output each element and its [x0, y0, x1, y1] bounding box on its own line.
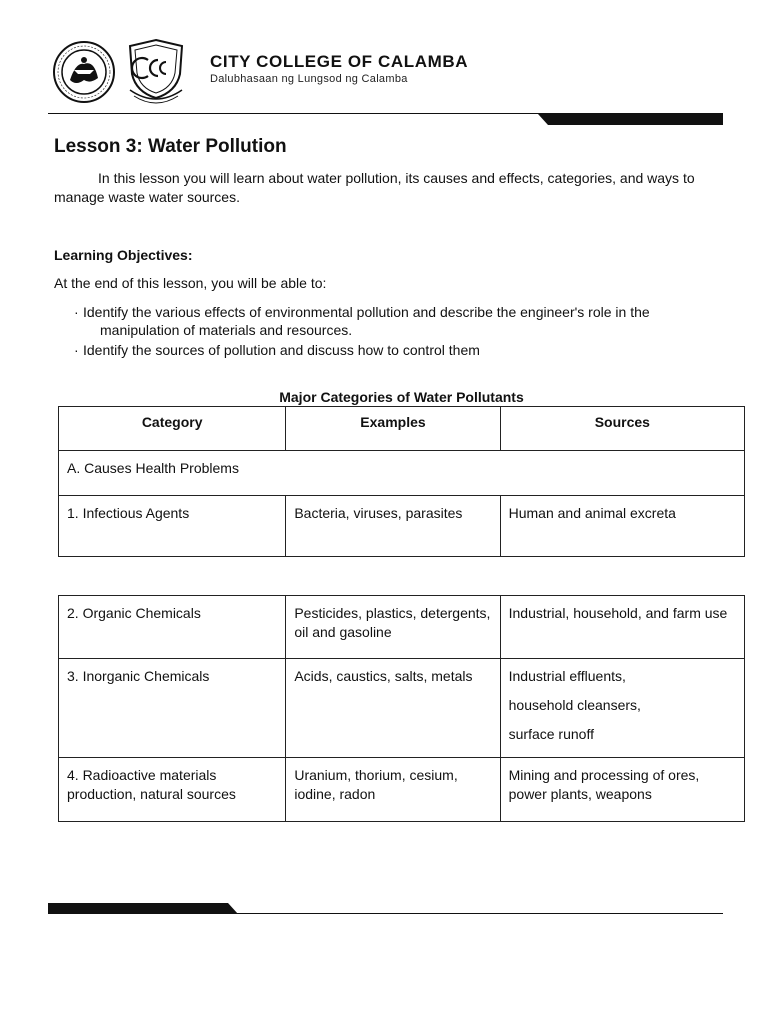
- source-line: Industrial effluents,: [508, 668, 626, 684]
- bullet-icon: ·: [74, 304, 79, 320]
- row-examples: Bacteria, viruses, parasites: [286, 496, 500, 557]
- section-a-label: A. Causes Health Problems: [59, 451, 745, 496]
- objective-item: · Identify the sources of pollution and discuss how to control them: [74, 342, 480, 358]
- table-row: [59, 496, 745, 557]
- college-subtitle: Dalubhasaan ng Lungsod ng Calamba: [210, 73, 408, 85]
- row-category: 2. Organic Chemicals: [59, 596, 286, 659]
- pollutants-table: [58, 406, 745, 557]
- table-header-row: [59, 407, 745, 451]
- header-accent-bar: [538, 114, 723, 125]
- lesson-intro: In this lesson you will learn about water pollution, its causes and effects, categories, and ways to manage waste water sources.: [54, 170, 695, 205]
- city-seal-icon: [52, 40, 116, 104]
- objectives-list: [74, 303, 714, 361]
- objectives-heading: Learning Objectives:: [54, 247, 193, 263]
- lesson-title: Lesson 3: Water Pollution: [54, 136, 287, 157]
- row-sources: Mining and processing of ores, power plants, weapons: [500, 758, 744, 822]
- table-row: [59, 596, 745, 659]
- pollutants-table-continued: [58, 595, 745, 822]
- row-category: 4. Radioactive materials production, natural sources: [59, 758, 286, 822]
- section-row: [59, 451, 745, 496]
- table-row: [59, 659, 745, 758]
- source-line: household cleansers,: [508, 697, 641, 713]
- row-sources: Human and animal excreta: [500, 496, 744, 557]
- table-caption: Major Categories of Water Pollutants: [279, 389, 524, 405]
- header-sources: Sources: [500, 407, 744, 451]
- college-name: CITY COLLEGE OF CALAMBA: [210, 52, 469, 71]
- source-line: surface runoff: [508, 726, 594, 742]
- header-category: Category: [59, 407, 286, 451]
- row-category: 1. Infectious Agents: [59, 496, 286, 557]
- footer-rule: [48, 913, 723, 914]
- row-category: 3. Inorganic Chemicals: [59, 659, 286, 758]
- row-examples: Acids, caustics, salts, metals: [286, 659, 500, 758]
- row-examples: Pesticides, plastics, detergents, oil and gasoline: [286, 596, 500, 659]
- objectives-lead: At the end of this lesson, you will be able to:: [54, 275, 327, 291]
- row-sources: [500, 659, 744, 758]
- college-crest-icon: [126, 38, 186, 104]
- header-examples: Examples: [286, 407, 500, 451]
- objective-item: · Identify the various effects of environmental pollution and describe the engineer's role in the manipulation of materials and resources.: [74, 304, 650, 338]
- row-sources: Industrial, household, and farm use: [500, 596, 744, 659]
- row-examples: Uranium, thorium, cesium, iodine, radon: [286, 758, 500, 822]
- bullet-icon: ·: [74, 342, 79, 358]
- table-row: [59, 758, 745, 822]
